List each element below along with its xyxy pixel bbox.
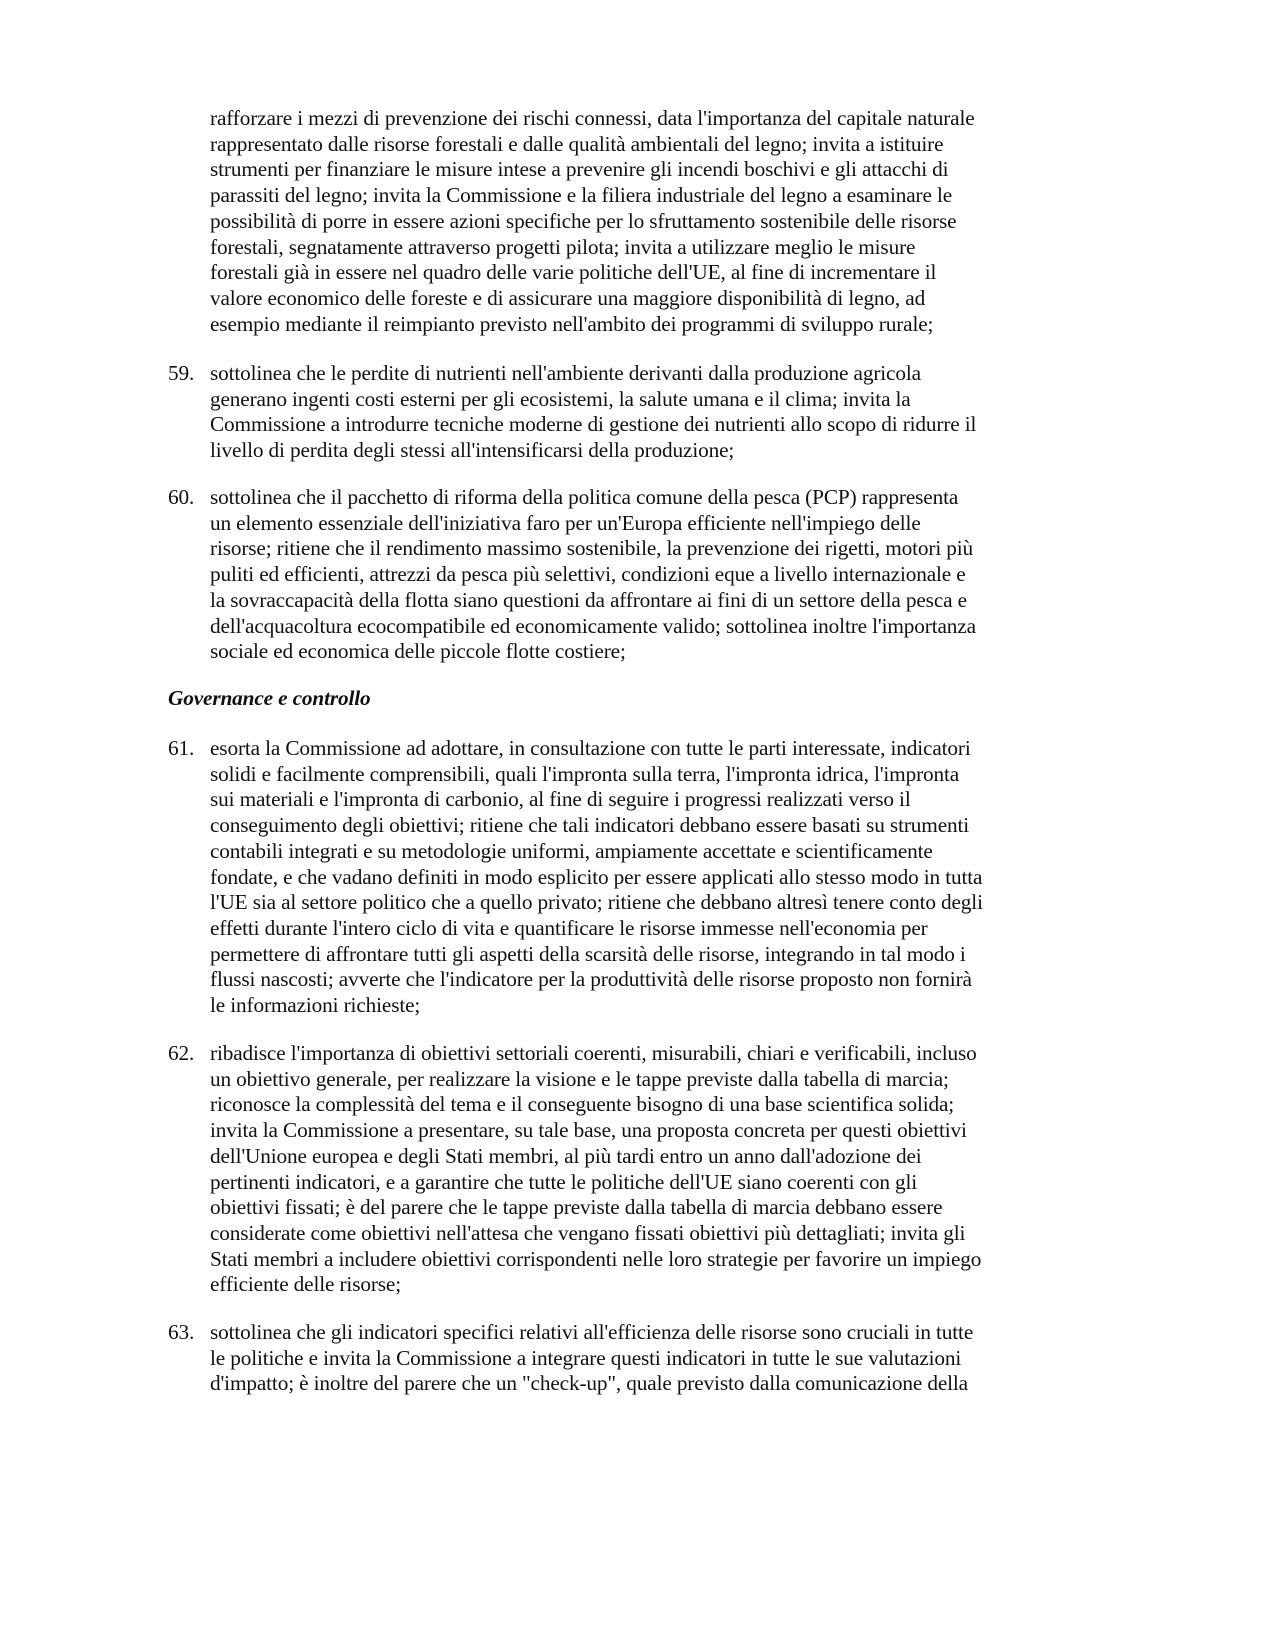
text-line: solidi e facilmente comprensibili, quali l'impronta sulla terra, l'impronta idrica, l'impronta [210, 761, 960, 786]
text-line: dell'acquacoltura ecocompatibile ed economicamente valido; sottolinea inoltre l'importanza [210, 613, 976, 638]
text-line: riconosce la complessità del tema e il conseguente bisogno di una base scientifica solida; [210, 1092, 955, 1117]
text-line: Stati membri a includere obiettivi corrispondenti nelle loro strategie per favorire un impiego [210, 1246, 982, 1271]
text-line: generano ingenti costi esterni per gli ecosistemi, la salute umana e il clima; invita la [210, 386, 911, 411]
text-line: un elemento essenziale dell'iniziativa faro per un'Europa efficiente nell'impiego delle [210, 510, 921, 535]
text-line: esorta la Commissione ad adottare, in consultazione con tutte le parti interessate, indicatori [210, 736, 971, 760]
text-line: sottolinea che gli indicatori specifici relativi all'efficienza delle risorse sono cruciali in tutte [210, 1320, 974, 1344]
text-line: parassiti del legno; invita la Commissione e la filiera industriale del legno a esaminare le [210, 183, 953, 208]
text-line: un obiettivo generale, per realizzare la visione e le tappe previste dalla tabella di marcia; [210, 1066, 949, 1091]
text-line: valore economico delle foreste e di assicurare una maggiore disponibilità di legno, ad [210, 285, 926, 310]
text-line: sottolinea che il pacchetto di riforma della politica comune della pesca (PCP) rappresenta [210, 485, 959, 509]
section-heading: Governance e controllo [168, 686, 371, 710]
paragraph-61 [168, 736, 1088, 1019]
paragraph-number: 61. [168, 736, 195, 760]
text-line: efficiente delle risorse; [210, 1272, 401, 1297]
text-line: le informazioni richieste; [210, 993, 421, 1018]
text-line: d'impatto; è inoltre del parere che un "check-up", quale previsto dalla comunicazione della [210, 1371, 968, 1396]
text-line: obiettivi fissati; è del parere che le tappe previste dalla tabella di marcia debbano essere [210, 1195, 943, 1220]
paragraph-number: 63. [168, 1320, 195, 1344]
text-line: le politiche e invita la Commissione a integrare questi indicatori in tutte le sue valutazioni [210, 1345, 962, 1370]
text-line: contabili integrati e su metodologie uniformi, ampiamente accettate e scientificamente [210, 838, 933, 863]
text-line: permettere di affrontare tutti gli aspetti della scarsità delle risorse, integrando in tal modo i [210, 941, 966, 966]
text-line: Commissione a introdurre tecniche moderne di gestione dei nutrienti allo scopo di ridurre il [210, 412, 977, 437]
text-line: rafforzare i mezzi di prevenzione dei rischi connessi, data l'importanza del capitale naturale [210, 106, 975, 130]
paragraph-number: 60. [168, 485, 195, 509]
text-line: fondate, e che vadano definiti in modo esplicito per essere applicati allo stesso modo in tutta [210, 864, 983, 889]
text-line: invita la Commissione a presentare, su tale base, una proposta concreta per questi obiettivi [210, 1118, 967, 1143]
paragraph-63 [168, 1320, 1088, 1397]
paragraph-number: 59. [168, 361, 195, 385]
text-line: puliti ed efficienti, attrezzi da pesca più selettivi, condizioni eque a livello internazionale e [210, 562, 966, 587]
text-line: pertinenti indicatori, e a garantire che tutte le politiche dell'UE siano coerenti con gli [210, 1169, 918, 1194]
text-line: sottolinea che le perdite di nutrienti nell'ambiente derivanti dalla produzione agricola [210, 361, 921, 385]
text-line: sui materiali e l'impronta di carbonio, al fine di seguire i progressi realizzati verso il [210, 787, 911, 812]
text-line: conseguimento degli obiettivi; ritiene che tali indicatori debbano essere basati su strumenti [210, 813, 970, 838]
text-line: livello di perdita degli stessi all'intensificarsi della produzione; [210, 438, 735, 463]
text-line: forestali, segnatamente attraverso progetti pilota; invita a utilizzare meglio le misure [210, 234, 916, 259]
text-line: forestali già in essere nel quadro delle varie politiche dell'UE, al fine di incrementare il [210, 260, 937, 285]
text-line: dell'Unione europea e degli Stati membri, al più tardi entro un anno dall'adozione dei [210, 1143, 922, 1168]
text-line: possibilità di porre in essere azioni specifiche per lo sfruttamento sostenibile delle risorse [210, 208, 957, 233]
text-line: l'UE sia al settore politico che a quello privato; ritiene che debbano altresì tenere conto degli [210, 890, 983, 915]
text-line: ribadisce l'importanza di obiettivi settoriali coerenti, misurabili, chiari e verificabili, incluso [210, 1041, 977, 1065]
paragraph-number: 62. [168, 1041, 195, 1065]
text-line: esempio mediante il reimpianto previsto nell'ambito dei programmi di sviluppo rurale; [210, 311, 934, 336]
text-line: risorse; ritiene che il rendimento massimo sostenibile, la prevenzione dei rigetti, motori più [210, 536, 974, 561]
paragraph-60 [168, 485, 1088, 665]
paragraph-59 [168, 361, 1088, 464]
text-line: la sovraccapacità della flotta siano questioni da affrontare ai fini di un settore della pesca e [210, 587, 967, 612]
paragraph-62 [168, 1041, 1088, 1298]
text-line: flussi nascosti; avverte che l'indicatore per la produttività delle risorse proposto non fornirà [210, 967, 972, 992]
text-line: considerate come obiettivi nell'attesa che vengano fissati obiettivi più dettagliati; invita gli [210, 1220, 966, 1245]
text-line: sociale ed economica delle piccole flotte costiere; [210, 639, 626, 664]
text-line: rappresentato dalle risorse forestali e dalle qualità ambientali del legno; invita a istituire [210, 131, 944, 156]
text-line: effetti durante l'intero ciclo di vita e quantificare le risorse immesse nell'economia per [210, 915, 928, 940]
text-line: strumenti per finanziare le misure intese a prevenire gli incendi boschivi e gli attacchi di [210, 157, 949, 182]
paragraph-58-continuation [210, 106, 1080, 337]
